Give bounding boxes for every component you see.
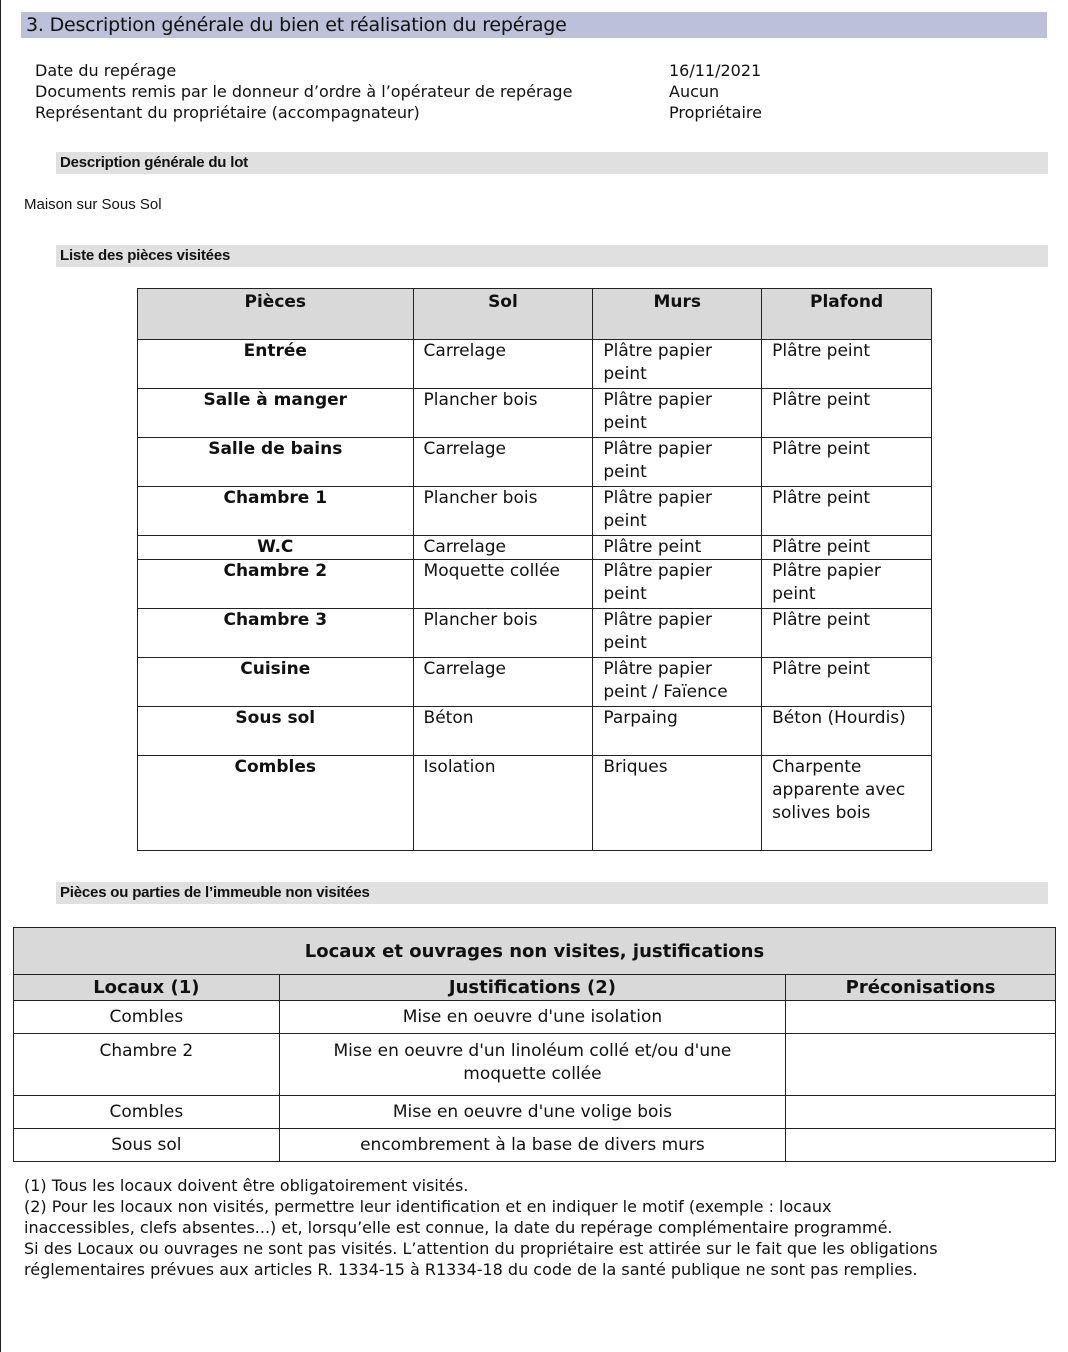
local-name: Combles <box>14 1001 280 1034</box>
table-row <box>14 1129 1056 1162</box>
footnote-line: (1) Tous les locaux doivent être obligatoirement visités. <box>24 1176 469 1195</box>
justification: Mise en oeuvre d'une isolation <box>279 1001 785 1034</box>
wall-material: Plâtre papier peint <box>593 389 762 438</box>
preconisation <box>786 1034 1056 1096</box>
section-title: 3. Description générale du bien et réalisation du repérage <box>21 12 1047 38</box>
justification: encombrement à la base de divers murs <box>279 1129 785 1162</box>
table-header-row <box>14 975 1056 1001</box>
floor-material: Béton <box>413 707 593 756</box>
floor-material: Plancher bois <box>413 487 593 536</box>
room-name: Salle de bains <box>138 438 414 487</box>
footnotes <box>24 1175 1054 1280</box>
info-label: Documents remis par le donneur d’ordre à l’opérateur de repérage <box>35 82 573 101</box>
floor-material: Plancher bois <box>413 389 593 438</box>
table-row <box>14 1096 1056 1129</box>
column-header: Plafond <box>762 289 932 340</box>
table-row <box>14 1034 1056 1096</box>
column-header: Sol <box>413 289 593 340</box>
info-value: 16/11/2021 <box>669 61 762 80</box>
footnote-line: inaccessibles, clefs absentes...) et, lorsqu’elle est connue, la date du repérage complémentaire programmé. <box>24 1218 893 1237</box>
room-name: Chambre 1 <box>138 487 414 536</box>
info-value: Propriétaire <box>669 103 762 122</box>
table-row <box>138 389 932 438</box>
floor-material: Carrelage <box>413 658 593 707</box>
preconisation <box>786 1096 1056 1129</box>
wall-material: Plâtre papier peint <box>593 487 762 536</box>
column-header: Préconisations <box>786 975 1056 1001</box>
room-name: Combles <box>138 756 414 851</box>
lot-description: Maison sur Sous Sol <box>24 196 162 213</box>
table-row <box>138 536 932 560</box>
wall-material: Plâtre papier peint <box>593 438 762 487</box>
rooms-heading-text: Liste des pièces visitées <box>60 247 231 264</box>
room-name: Entrée <box>138 340 414 389</box>
table-row <box>14 1001 1056 1034</box>
wall-material: Plâtre papier peint <box>593 609 762 658</box>
ceiling-material: Charpente apparente avec solives bois <box>762 756 932 851</box>
wall-material: Plâtre papier peint <box>593 340 762 389</box>
floor-material: Plancher bois <box>413 609 593 658</box>
wall-material: Plâtre peint <box>593 536 762 560</box>
ceiling-material: Plâtre peint <box>762 340 932 389</box>
local-name: Chambre 2 <box>14 1034 280 1096</box>
footnote-line: Si des Locaux ou ouvrages ne sont pas visités. L’attention du propriétaire est attirée sur le fait que les obligations <box>24 1239 938 1258</box>
floor-material: Moquette collée <box>413 560 593 609</box>
footnote-line: réglementaires prévues aux articles R. 1334-15 à R1334-18 du code de la santé publique ne sont pas remplies. <box>24 1260 918 1279</box>
table-row <box>138 560 932 609</box>
table-row <box>138 658 932 707</box>
ceiling-material: Plâtre papier peint <box>762 560 932 609</box>
preconisation <box>786 1129 1056 1162</box>
room-name: Cuisine <box>138 658 414 707</box>
info-value: Aucun <box>669 82 720 101</box>
table-row <box>138 756 932 851</box>
floor-material: Carrelage <box>413 438 593 487</box>
lot-heading-text: Description générale du lot <box>60 154 248 171</box>
column-header: Locaux (1) <box>14 975 280 1001</box>
non-visited-table <box>13 927 1056 1162</box>
rooms-heading <box>56 245 1048 267</box>
table-row <box>138 438 932 487</box>
ceiling-material: Plâtre peint <box>762 658 932 707</box>
floor-material: Isolation <box>413 756 593 851</box>
wall-material: Plâtre papier peint <box>593 560 762 609</box>
wall-material: Briques <box>593 756 762 851</box>
column-header: Murs <box>593 289 762 340</box>
table-row <box>138 609 932 658</box>
local-name: Combles <box>14 1096 280 1129</box>
table-caption-row <box>14 928 1056 975</box>
column-header: Pièces <box>138 289 414 340</box>
non-visited-heading-text: Pièces ou parties de l’immeuble non visitées <box>60 884 370 901</box>
table-header-row <box>138 289 932 340</box>
room-name: Chambre 2 <box>138 560 414 609</box>
room-name: W.C <box>138 536 414 560</box>
room-name: Sous sol <box>138 707 414 756</box>
table-caption: Locaux et ouvrages non visites, justifications <box>14 928 1056 975</box>
table-row <box>138 340 932 389</box>
info-label: Date du repérage <box>35 61 177 80</box>
ceiling-material: Béton (Hourdis) <box>762 707 932 756</box>
ceiling-material: Plâtre peint <box>762 609 932 658</box>
lot-heading <box>56 152 1048 174</box>
floor-material: Carrelage <box>413 340 593 389</box>
page-border <box>0 0 1 1352</box>
wall-material: Plâtre papier peint / Faïence <box>593 658 762 707</box>
ceiling-material: Plâtre peint <box>762 487 932 536</box>
preconisation <box>786 1001 1056 1034</box>
local-name: Sous sol <box>14 1129 280 1162</box>
wall-material: Parpaing <box>593 707 762 756</box>
table-row <box>138 487 932 536</box>
info-label: Représentant du propriétaire (accompagnateur) <box>35 103 420 122</box>
room-name: Chambre 3 <box>138 609 414 658</box>
justification: Mise en oeuvre d'un linoléum collé et/ou d'une moquette collée <box>279 1034 785 1096</box>
non-visited-heading <box>56 882 1048 904</box>
footnote-line: (2) Pour les locaux non visités, permettre leur identification et en indiquer le motif (exemple : locaux <box>24 1197 832 1216</box>
ceiling-material: Plâtre peint <box>762 389 932 438</box>
column-header: Justifications (2) <box>279 975 785 1001</box>
visited-rooms-table <box>137 288 932 851</box>
ceiling-material: Plâtre peint <box>762 438 932 487</box>
ceiling-material: Plâtre peint <box>762 536 932 560</box>
justification: Mise en oeuvre d'une volige bois <box>279 1096 785 1129</box>
room-name: Salle à manger <box>138 389 414 438</box>
table-row <box>138 707 932 756</box>
floor-material: Carrelage <box>413 536 593 560</box>
